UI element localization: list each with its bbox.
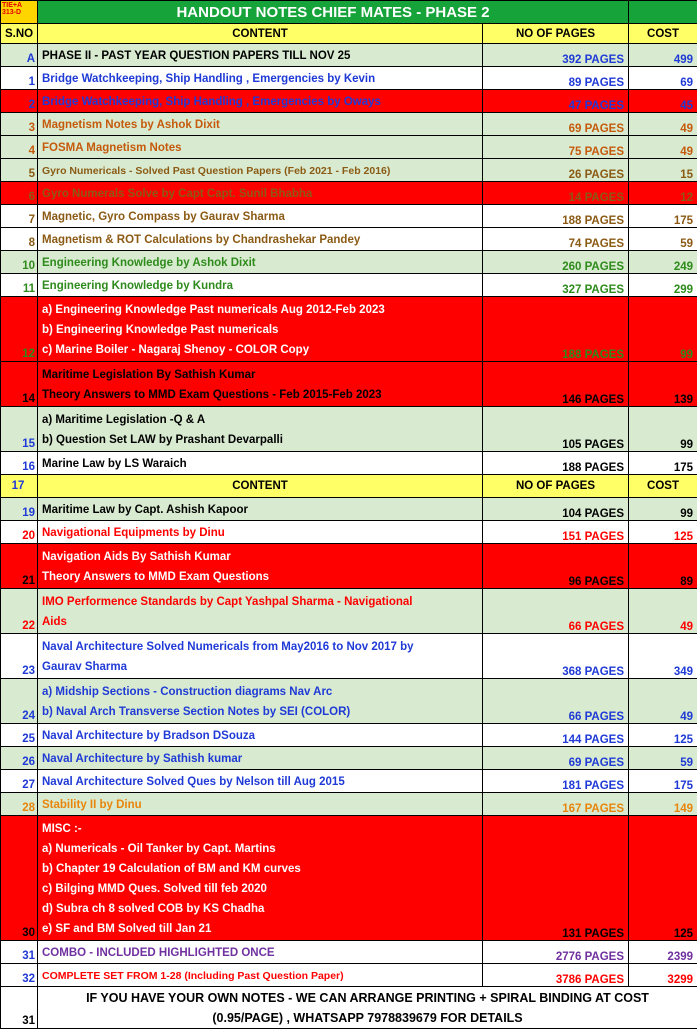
content-line: Gaurav Sharma [42,657,478,677]
row-content [38,251,483,274]
row-pages: 260 PAGES [483,251,629,274]
row-cost: 99 [629,297,697,362]
row-cost: 499 [629,44,697,67]
row-pages: 75 PAGES [483,136,629,159]
row-sno: 23 [1,634,38,679]
content-line: Engineering Knowledge by Kundra [42,276,478,296]
row-pages: 3786 PAGES [483,964,629,987]
row-cost: 45 [629,90,697,113]
row-content [38,634,483,679]
content-line: Theory Answers to MMD Exam Questions [42,567,478,587]
table-row [1,228,697,251]
row-cost: 299 [629,274,697,297]
table-row [1,498,697,521]
row-sno: 1 [1,67,38,90]
row-sno: 15 [1,407,38,452]
row-cost: 349 [629,634,697,679]
row-pages: 47 PAGES [483,90,629,113]
content-line: Aids [42,612,478,632]
header-cost: COST [629,24,697,44]
row-sno: 3 [1,113,38,136]
row-cost: 149 [629,793,697,816]
row-content [38,747,483,770]
table-row [1,44,697,67]
row-content [38,964,483,987]
row-sno: 10 [1,251,38,274]
content-line: b) Engineering Knowledge Past numericals [42,320,478,340]
table-row [1,159,697,182]
row-pages: 368 PAGES [483,634,629,679]
row-pages: 188 PAGES [483,297,629,362]
row-pages: 131 PAGES [483,816,629,941]
table-row [1,964,697,987]
row-sno: 31 [1,941,38,964]
table-row [1,589,697,634]
page-title: HANDOUT NOTES CHIEF MATES - PHASE 2 [38,1,629,24]
row-cost: 249 [629,251,697,274]
row-sno: 24 [1,679,38,724]
content-line: c) Bilging MMD Ques. Solved till feb 2020 [42,879,478,899]
row-content [38,498,483,521]
table-row [1,136,697,159]
header-content: CONTENT [38,24,483,44]
table-row [1,274,697,297]
row-cost: 99 [629,498,697,521]
header-pages: NO OF PAGES [483,24,629,44]
table-row [1,251,697,274]
row-sno: 4 [1,136,38,159]
content-line: FOSMA Magnetism Notes [42,138,478,158]
row-pages: 188 PAGES [483,452,629,475]
content-line: a) Midship Sections - Construction diagrams Nav Arc [42,682,478,702]
row-pages: 14 PAGES [483,182,629,205]
row-cost: 49 [629,113,697,136]
row-cost: 139 [629,362,697,407]
row-content [38,941,483,964]
row-content [38,90,483,113]
row-content [38,521,483,544]
content-line: Maritime Law by Capt. Ashish Kapoor [42,500,478,520]
section-header-row [1,475,697,498]
row-cost: 12 [629,182,697,205]
content-line: PHASE II - PAST YEAR QUESTION PAPERS TILL NOV 25 [42,46,478,66]
row-pages: 74 PAGES [483,228,629,251]
row-cost: 69 [629,67,697,90]
table-row [1,634,697,679]
content-line: c) Marine Boiler - Nagaraj Shenoy - COLOR Copy [42,340,478,360]
table-row [1,941,697,964]
row-content [38,297,483,362]
row-pages: 144 PAGES [483,724,629,747]
footer-note [38,987,697,1029]
table-row [1,113,697,136]
row-sno: 8 [1,228,38,251]
content-line: Bridge Watchkeeping, Ship Handling , Emergencies by Kevin [42,69,478,89]
row-content [38,136,483,159]
content-line: Marine Law by LS Waraich [42,454,478,474]
row-cost: 49 [629,679,697,724]
row-sno: 19 [1,498,38,521]
content-line: Gyro Numerals Solve by Capt Capt. Sunil Bhabha [42,184,478,204]
footer-line-2: (0.95/PAGE) , WHATSAPP 7978839679 FOR DETAILS [42,1008,693,1028]
content-line: Stability II by Dinu [42,795,478,815]
footer-row [1,987,697,1029]
row-sno: A [1,44,38,67]
row-pages: 327 PAGES [483,274,629,297]
content-line: Naval Architecture by Bradson DSouza [42,726,478,746]
row-content [38,589,483,634]
row-cost: 59 [629,747,697,770]
content-line: b) Naval Arch Transverse Section Notes by SEI (COLOR) [42,702,478,722]
table-row [1,770,697,793]
content-line: Naval Architecture by Sathish kumar [42,749,478,769]
row-content [38,793,483,816]
content-line: Magnetic, Gyro Compass by Gaurav Sharma [42,207,478,227]
row-content [38,816,483,941]
row-content [38,362,483,407]
row-sno: 6 [1,182,38,205]
footer-sno: 31 [1,987,38,1029]
content-line: b) Question Set LAW by Prashant Devarpalli [42,430,478,450]
content-line: a) Numericals - Oil Tanker by Capt. Martins [42,839,478,859]
title-blank-cell [629,1,697,24]
footer-line-1: IF YOU HAVE YOUR OWN NOTES - WE CAN ARRANGE PRINTING + SPIRAL BINDING AT COST [42,988,693,1008]
row-content [38,475,483,498]
row-sno: 16 [1,452,38,475]
row-pages: 89 PAGES [483,67,629,90]
row-sno: 14 [1,362,38,407]
row-sno: 22 [1,589,38,634]
row-sno: 28 [1,793,38,816]
row-cost: 175 [629,770,697,793]
row-content [38,770,483,793]
content-line: a) Engineering Knowledge Past numericals Aug 2012-Feb 2023 [42,300,478,320]
row-pages: 105 PAGES [483,407,629,452]
content-line: a) Maritime Legislation -Q & A [42,410,478,430]
table-row [1,90,697,113]
row-pages: 96 PAGES [483,544,629,589]
row-sno: 30 [1,816,38,941]
table-row [1,679,697,724]
title-tag: TIE+A 313-D [1,1,38,24]
row-cost: 49 [629,589,697,634]
header-sno: S.NO [1,24,38,44]
table-row [1,452,697,475]
row-content [38,544,483,589]
row-sno: 20 [1,521,38,544]
content-line: Theory Answers to MMD Exam Questions - Feb 2015-Feb 2023 [42,385,478,405]
row-pages: 188 PAGES [483,205,629,228]
row-sno: 25 [1,724,38,747]
content-line: COMPLETE SET FROM 1-28 (Including Past Question Paper) [42,966,478,986]
row-pages: 69 PAGES [483,747,629,770]
table-row [1,67,697,90]
row-sno: 21 [1,544,38,589]
content-line: Bridge Watchkeeping, Ship Handling , Emergencies by Oways [42,92,478,112]
row-sno: 17 [1,475,38,498]
row-cost: 175 [629,205,697,228]
content-line: Navigation Aids By Sathish Kumar [42,547,478,567]
row-cost: 15 [629,159,697,182]
row-pages: 2776 PAGES [483,941,629,964]
row-pages: 104 PAGES [483,498,629,521]
row-content [38,205,483,228]
table-row [1,521,697,544]
table-row [1,407,697,452]
row-pages: 181 PAGES [483,770,629,793]
row-content [38,159,483,182]
title-row [1,1,697,24]
content-line: Naval Architecture Solved Numericals from May2016 to Nov 2017 by [42,637,478,657]
row-content [38,452,483,475]
row-sno: 7 [1,205,38,228]
row-pages: NO OF PAGES [483,475,629,498]
row-content [38,724,483,747]
row-sno: 11 [1,274,38,297]
row-sno: 12 [1,297,38,362]
content-line: MISC :- [42,819,478,839]
row-sno: 32 [1,964,38,987]
row-sno: 2 [1,90,38,113]
row-pages: 69 PAGES [483,113,629,136]
content-line: Engineering Knowledge by Ashok Dixit [42,253,478,273]
row-cost: 49 [629,136,697,159]
table-row [1,747,697,770]
content-line: Navigational Equipments by Dinu [42,523,478,543]
row-cost: 59 [629,228,697,251]
row-pages: 66 PAGES [483,589,629,634]
row-pages: 167 PAGES [483,793,629,816]
content-line: d) Subra ch 8 solved COB by KS Chadha [42,899,478,919]
row-sno: 27 [1,770,38,793]
row-cost: 125 [629,816,697,941]
row-content [38,182,483,205]
table-row [1,793,697,816]
content-line: COMBO - INCLUDED HIGHLIGHTED ONCE [42,943,478,963]
table-row [1,182,697,205]
row-cost: 3299 [629,964,697,987]
table-body [1,1,697,987]
row-content [38,274,483,297]
row-sno: 5 [1,159,38,182]
row-pages: 26 PAGES [483,159,629,182]
row-sno: 26 [1,747,38,770]
row-content [38,679,483,724]
row-cost: 99 [629,407,697,452]
column-header-row [1,24,697,44]
table-row [1,544,697,589]
row-pages: 392 PAGES [483,44,629,67]
table-row [1,205,697,228]
content-line: e) SF and BM Solved till Jan 21 [42,919,478,939]
row-content [38,67,483,90]
content-line: IMO Performence Standards by Capt Yashpal Sharma - Navigational [42,592,478,612]
row-content [38,407,483,452]
table-row [1,816,697,941]
row-cost: 89 [629,544,697,589]
row-cost: 125 [629,724,697,747]
table-row [1,724,697,747]
row-cost: 2399 [629,941,697,964]
row-pages: 151 PAGES [483,521,629,544]
row-cost: COST [629,475,697,498]
row-cost: 125 [629,521,697,544]
content-line: Magnetism Notes by Ashok Dixit [42,115,478,135]
content-line: CONTENT [42,476,478,496]
table-row [1,362,697,407]
content-line: Magnetism & ROT Calculations by Chandrashekar Pandey [42,230,478,250]
table-row [1,297,697,362]
row-content [38,228,483,251]
content-line: Gyro Numericals - Solved Past Question Papers (Feb 2021 - Feb 2016) [42,161,478,181]
content-line: Naval Architecture Solved Ques by Nelson till Aug 2015 [42,772,478,792]
row-content [38,44,483,67]
row-content [38,113,483,136]
content-line: Maritime Legislation By Sathish Kumar [42,365,478,385]
row-cost: 175 [629,452,697,475]
content-line: b) Chapter 19 Calculation of BM and KM curves [42,859,478,879]
row-pages: 146 PAGES [483,362,629,407]
row-pages: 66 PAGES [483,679,629,724]
